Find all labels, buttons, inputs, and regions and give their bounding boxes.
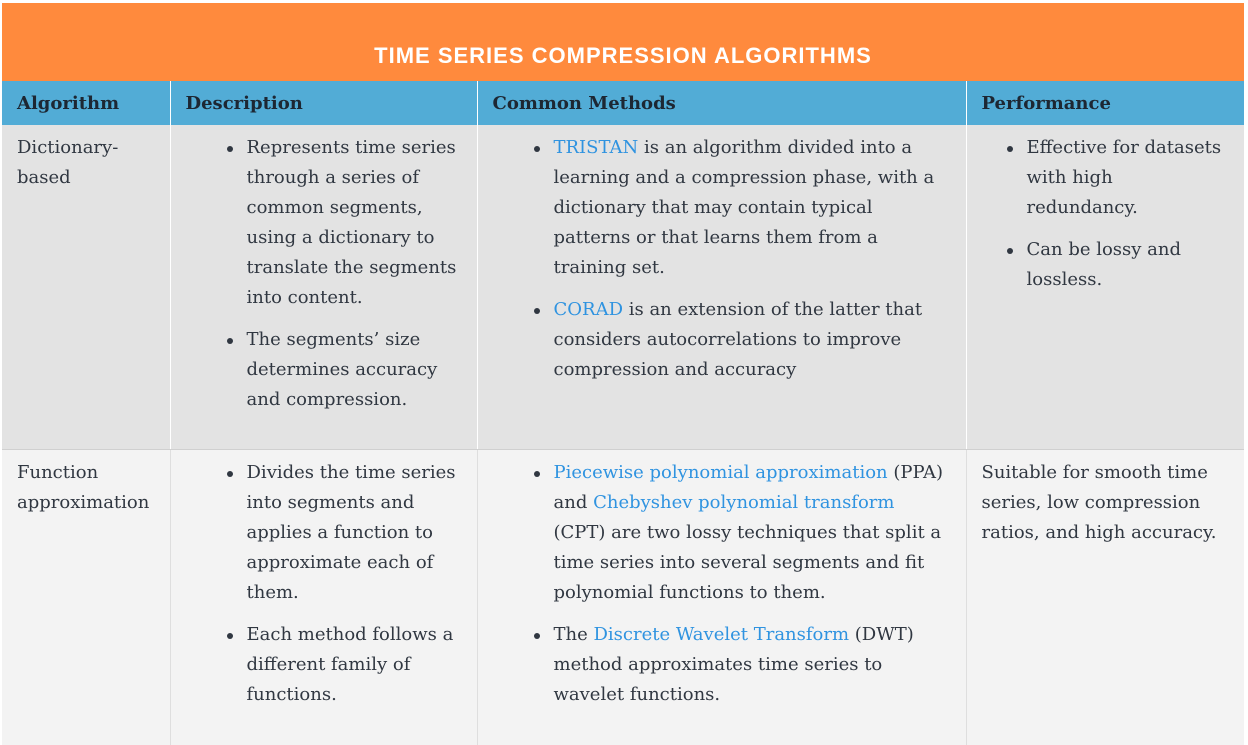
list-item	[554, 458, 951, 608]
list-item: Each method follows a different family of functions.	[247, 620, 462, 710]
cell-common-methods	[477, 125, 966, 449]
method-text: (DWT) method approximates time series to wavelet functions.	[553, 623, 914, 705]
list-item: Represents time series through a series of common segments, using a dictionary to translate the segments into content.	[247, 133, 462, 313]
description-list	[186, 133, 462, 415]
methods-list	[493, 458, 951, 710]
method-text: The	[553, 623, 594, 645]
cell-algorithm: Function approximation	[2, 449, 170, 745]
header-row	[2, 81, 1244, 125]
table-row-function-approximation	[2, 449, 1244, 745]
cell-algorithm: Dictionary-based	[2, 125, 170, 449]
methods-list	[493, 133, 951, 385]
header-description: Description	[170, 81, 477, 125]
cpt-link[interactable]: Chebyshev polynomial transform	[593, 491, 895, 513]
algorithms-table	[2, 81, 1244, 745]
list-item: The segments’ size determines accuracy and compression.	[247, 325, 462, 415]
header-common-methods: Common Methods	[477, 81, 966, 125]
compression-table-graphic	[2, 3, 1244, 745]
cell-common-methods	[477, 449, 966, 745]
cell-performance	[966, 125, 1244, 449]
cell-description	[170, 449, 477, 745]
cell-performance: Suitable for smooth time series, low compression ratios, and high accuracy.	[966, 449, 1244, 745]
list-item	[554, 295, 951, 385]
dwt-link[interactable]: Discrete Wavelet Transform	[593, 623, 850, 645]
ppa-link[interactable]: Piecewise polynomial approximation	[553, 461, 888, 483]
method-text: (PPA) and	[553, 461, 943, 513]
header-performance: Performance	[966, 81, 1244, 125]
header-algorithm: Algorithm	[2, 81, 170, 125]
list-item: Divides the time series into segments and applies a function to approximate each of them.	[247, 458, 462, 608]
method-text: is an extension of the latter that considers autocorrelations to improve compression and accuracy	[553, 299, 923, 380]
list-item	[554, 133, 951, 283]
table-row-dictionary-based	[2, 125, 1244, 449]
table-title: TIME SERIES COMPRESSION ALGORITHMS	[2, 3, 1244, 81]
list-item: Effective for datasets with high redundancy.	[1027, 133, 1230, 223]
description-list	[186, 458, 462, 710]
cell-description	[170, 125, 477, 449]
method-text: is an algorithm divided into a learning and a compression phase, with a dictionary that may contain typical patterns or that learns them from a training set.	[553, 137, 935, 278]
list-item: Can be lossy and lossless.	[1027, 235, 1230, 295]
corad-link[interactable]: CORAD	[553, 299, 624, 320]
tristan-link[interactable]: TRISTAN	[553, 137, 639, 158]
performance-list	[982, 133, 1230, 295]
list-item	[554, 620, 951, 710]
method-text: (CPT) are two lossy techniques that split a time series into several segments and fit polynomial functions to them.	[553, 521, 942, 603]
